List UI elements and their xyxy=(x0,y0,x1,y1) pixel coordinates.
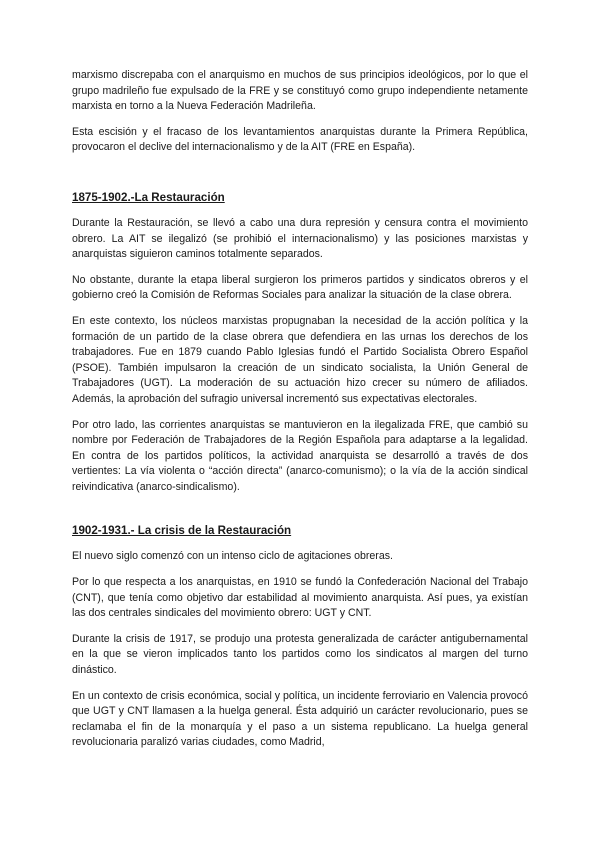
paragraph: marxismo discrepaba con el anarquismo en muchos de sus principios ideológicos, por lo que el grupo madrileño fue expulsado de la FRE y se constituyó como grupo independiente netamente marxista en torno a la Nueva Federación Madrileña. xyxy=(72,69,528,113)
section-heading-restauracion: 1875-1902.-La Restauración xyxy=(72,190,225,204)
paragraph: En este contexto, los núcleos marxistas propugnaban la necesidad de la acción política y la formación de un partido de la clase obrera que defendiera en las urnas los derechos de los trabajadores. Fue en 1879 cuando Pablo Iglesias fundó el Partido Socialista Obrero Español (PSOE). También impulsaron la creación de un sindicato socialista, la Unión General de Trabajadores (UGT). La moderación de su actuación hizo crecer su número de afiliados. Además, la aprobación del sufragio universal incrementó sus expectativas electorales. xyxy=(72,314,528,405)
paragraph: Por lo que respecta a los anarquistas, en 1910 se fundó la Confederación Nacional del Trabajo (CNT), que tenía como objetivo dar estabilidad al movimiento anarquista. Así pues, ya existían las dos centrales sindicales del movimiento obrero: UGT y CNT. xyxy=(72,576,528,620)
paragraph: En un contexto de crisis económica, social y política, un incidente ferroviario en Valencia provocó que UGT y CNT llamasen a la huelga general. Ésta adquirió un carácter revolucionario, pues se reclamaba el fin de la monarquía y el paso a un sistema republicano. La huelga general revolucionaria paralizó varias ciudades, como Madrid, xyxy=(72,689,528,749)
spacer xyxy=(72,166,528,190)
paragraph: Por otro lado, las corrientes anarquistas se mantuvieron en la ilegalizada FRE, que cambió su nombre por Federación de Trabajadores de la Región Española para adaptarse a la legalidad. En contra de los partidos políticos, la actividad anarquista se desarrolló a través de dos vertientes: La vía violenta o “acción directa” (anarco-comunismo); o la vía de la acción sindical reivindicativa (anarco-sindicalismo). xyxy=(72,418,528,493)
paragraph: Durante la crisis de 1917, se produjo una protesta generalizada de carácter antigubernamental en la que se vieron implicados tanto los partidos como los sindicatos al margen del turno dinástico. xyxy=(72,632,528,677)
paragraph: El nuevo siglo comenzó con un intenso ciclo de agitaciones obreras. xyxy=(72,550,393,563)
paragraph: Durante la Restauración, se llevó a cabo una dura represión y censura contra el movimiento obrero. La AIT se ilegalizó (se prohibió el internacionalismo) y las posiciones marxistas y anarquistas siguieron caminos totalmente separados. xyxy=(72,216,528,261)
paragraph: Esta escisión y el fracaso de los levantamientos anarquistas durante la Primera República, provocaron el declive del internacionalismo y de la AIT (FRE en España). xyxy=(72,125,528,154)
paragraph: No obstante, durante la etapa liberal surgieron los primeros partidos y sindicatos obreros y el gobierno creó la Comisión de Reformas Sociales para analizar la situación de la clase obrera. xyxy=(72,273,528,302)
section-heading-crisis: 1902-1931.- La crisis de la Restauración xyxy=(72,524,292,538)
spacer xyxy=(72,505,528,523)
